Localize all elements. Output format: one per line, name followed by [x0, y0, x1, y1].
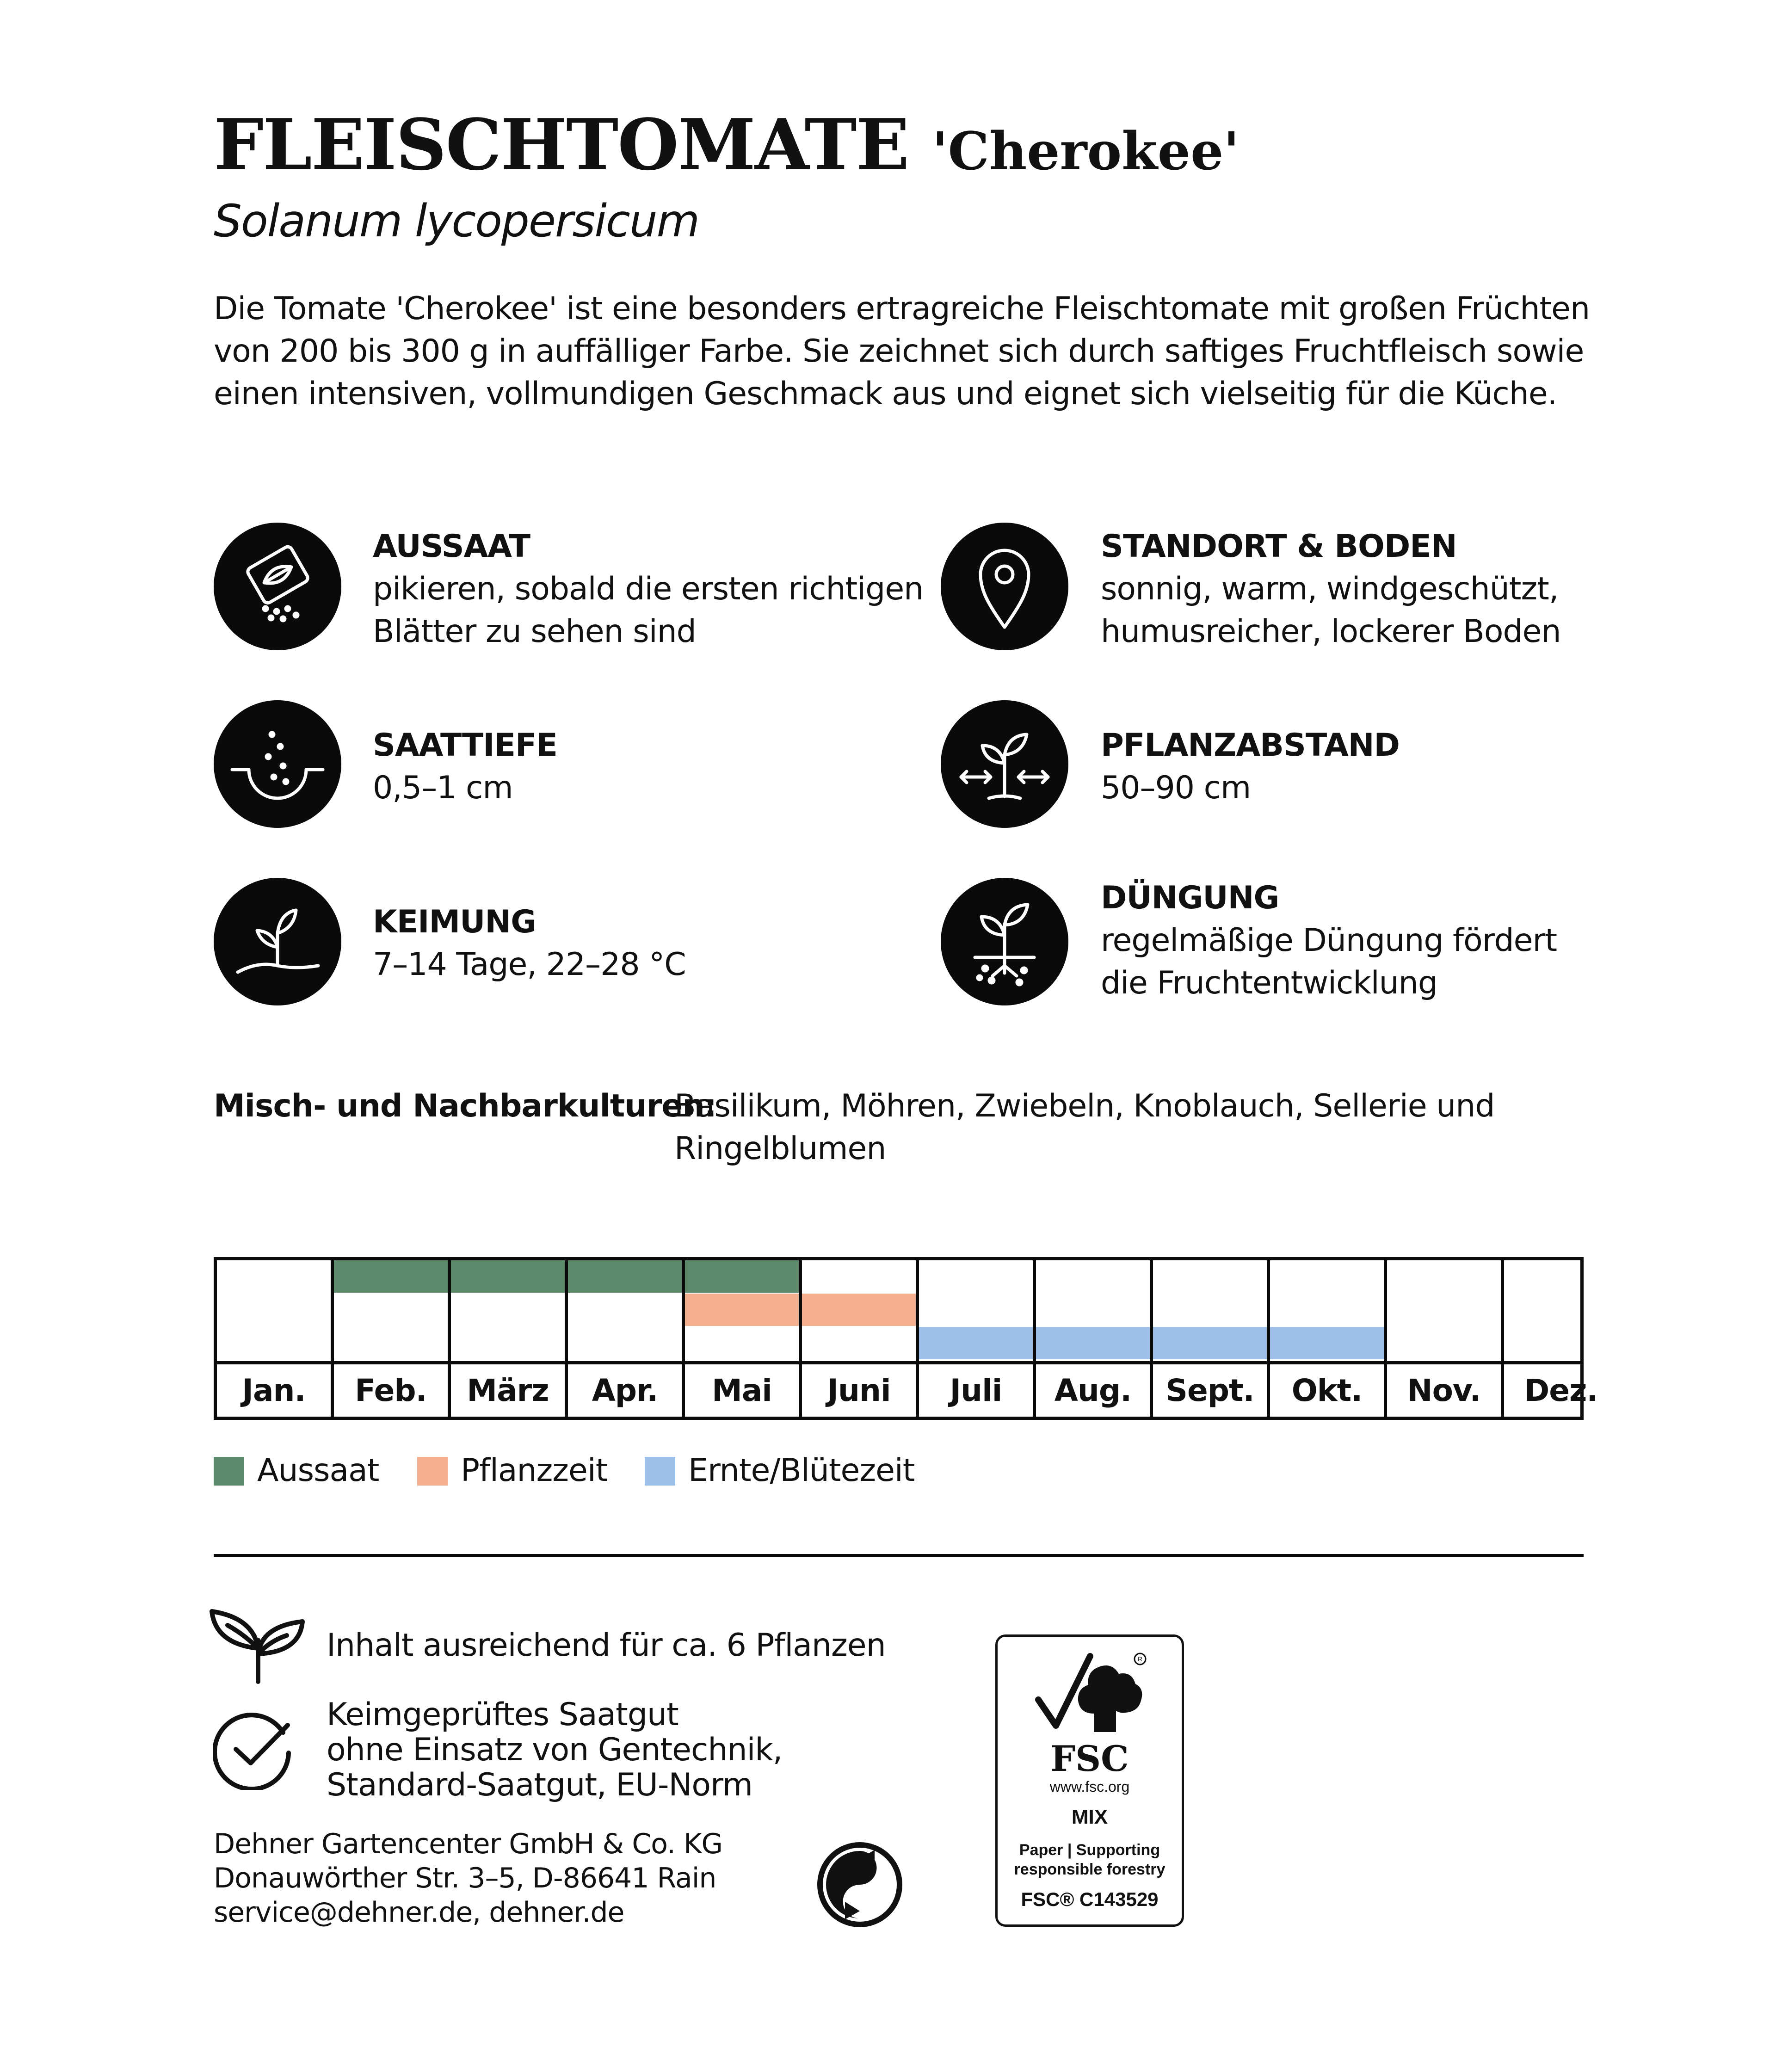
- title-variety: 'Cherokee': [932, 121, 1240, 182]
- calendar-month-label: Feb.: [355, 1373, 427, 1408]
- sprout-icon: [214, 878, 341, 1005]
- company-address: Donauwörther Str. 3–5, D-86641 Rain: [214, 1862, 716, 1894]
- calendar-column-divider: [682, 1260, 685, 1417]
- calendar-month-label: Mai: [712, 1373, 772, 1408]
- check-icon: [213, 1707, 296, 1790]
- calendar-column-divider: [565, 1260, 568, 1417]
- plant-spacing-icon: [941, 700, 1068, 828]
- companion-plants: [674, 1085, 1507, 1170]
- svg-text:R: R: [1137, 1655, 1143, 1663]
- quality-line-3: Standard-Saatgut, EU-Norm: [327, 1767, 752, 1803]
- standort-heading: STANDORT & BODEN: [1101, 528, 1457, 565]
- saattiefe-text: 0,5–1 cm: [373, 770, 513, 806]
- fsc-url: www.fsc.org: [1049, 1778, 1130, 1795]
- keimung-text: 7–14 Tage, 22–28 °C: [373, 946, 686, 983]
- seed-packet-icon: [214, 523, 341, 650]
- calendar-month-label: Sept.: [1166, 1373, 1254, 1408]
- seed-depth-icon: [214, 700, 341, 828]
- leaf-icon: [204, 1602, 310, 1685]
- company-name: Dehner Gartencenter GmbH & Co. KG: [214, 1828, 722, 1860]
- calendar-month-label: Juli: [950, 1373, 1002, 1408]
- legend-swatch-ernte: [645, 1457, 675, 1486]
- duengung-text-2: die Fruchtentwicklung: [1101, 965, 1437, 1001]
- aussaat-text-1: pikieren, sobald die ersten richtigen: [373, 571, 924, 607]
- fsc-code: FSC® C143529: [1021, 1888, 1159, 1910]
- quality-line-2: ohne Einsatz von Gentechnik,: [327, 1732, 783, 1768]
- fsc-mix: MIX: [1071, 1806, 1108, 1828]
- calendar-divider: [217, 1361, 1580, 1364]
- calendar-month-label: Juni: [827, 1373, 891, 1408]
- duengung-text-1: regelmäßige Düngung fördert: [1101, 922, 1557, 959]
- product-description: Die Tomate 'Cherokee' ist eine besonders ertragreiche Fleischtomate mit großen Früchten von 200 bis 300 g in auffälliger Farbe. Sie zeichnet sich durch saftiges Fruchtfleisch sowie einen intensiven, vollmundigen Geschmack aus und eignet sich vielseitig für die Küche.: [214, 290, 1590, 412]
- quality-line-1: Keimgeprüftes Saatgut: [327, 1696, 678, 1733]
- latin-name: Solanum lycopersicum: [214, 195, 699, 247]
- calendar-column-divider: [1033, 1260, 1036, 1417]
- product-title: [214, 105, 1240, 191]
- legend-label-aussaat: Aussaat: [257, 1452, 379, 1489]
- pflanzabstand-heading: PFLANZABSTAND: [1101, 727, 1400, 764]
- fsc-description: [998, 1840, 1182, 1879]
- sowing-calendar: [214, 1257, 1598, 1420]
- aussaat-text-2: Blätter zu sehen sind: [373, 613, 696, 650]
- legend-swatch-aussaat: [214, 1457, 244, 1486]
- calendar-column-divider: [1384, 1260, 1387, 1417]
- green-dot-recycling-icon: [817, 1842, 903, 1928]
- companion-line-2: Ringelblumen: [674, 1130, 886, 1167]
- fsc-brand: FSC: [1050, 1738, 1129, 1779]
- duengung-heading: DÜNGUNG: [1101, 880, 1279, 916]
- calendar-column-divider: [916, 1260, 919, 1417]
- calendar-month-label: Jan.: [242, 1373, 306, 1408]
- fsc-label: [995, 1634, 1184, 1927]
- legend-label-ernte: Ernte/Blütezeit: [688, 1452, 915, 1489]
- standort-text-1: sonnig, warm, windgeschützt,: [1101, 571, 1559, 607]
- section-divider: [214, 1554, 1584, 1557]
- calendar-month-label: Okt.: [1291, 1373, 1363, 1408]
- company-contact: service@dehner.de, dehner.de: [214, 1896, 624, 1929]
- keimung-heading: KEIMUNG: [373, 904, 536, 940]
- title-main: FLEISCHTOMATE: [214, 103, 909, 186]
- fertilizer-plant-icon: [941, 878, 1068, 1005]
- calendar-month-label: März: [467, 1373, 549, 1408]
- fsc-desc-line-2: responsible forestry: [1014, 1861, 1166, 1878]
- calendar-column-divider: [1501, 1260, 1504, 1417]
- calendar-month-label: Nov.: [1407, 1373, 1481, 1408]
- standort-text-2: humusreicher, lockerer Boden: [1101, 613, 1561, 650]
- saattiefe-heading: SAATTIEFE: [373, 727, 557, 764]
- companion-label: Misch- und Nachbarkulturen:: [214, 1088, 716, 1124]
- calendar-month-label: Aug.: [1054, 1373, 1132, 1408]
- location-pin-icon: [941, 523, 1068, 650]
- calendar-month-label: Apr.: [592, 1373, 658, 1408]
- fsc-tree-icon: [1029, 1649, 1154, 1741]
- calendar-column-divider: [1150, 1260, 1153, 1417]
- fsc-desc-line-1: Paper | Supporting: [1019, 1841, 1160, 1859]
- calendar-column-divider: [799, 1260, 802, 1417]
- legend-label-pflanzzeit: Pflanzzeit: [461, 1452, 608, 1489]
- companion-line-1: Basilikum, Möhren, Zwiebeln, Knoblauch, Sellerie und: [674, 1088, 1495, 1124]
- calendar-column-divider: [448, 1260, 451, 1417]
- calendar-column-divider: [331, 1260, 334, 1417]
- aussaat-heading: AUSSAAT: [373, 528, 530, 565]
- calendar-month-label: Dez.: [1524, 1373, 1598, 1408]
- pflanzabstand-text: 50–90 cm: [1101, 770, 1251, 806]
- calendar-column-divider: [1267, 1260, 1270, 1417]
- legend-swatch-pflanzzeit: [417, 1457, 448, 1486]
- content-amount: Inhalt ausreichend für ca. 6 Pflanzen: [327, 1627, 886, 1664]
